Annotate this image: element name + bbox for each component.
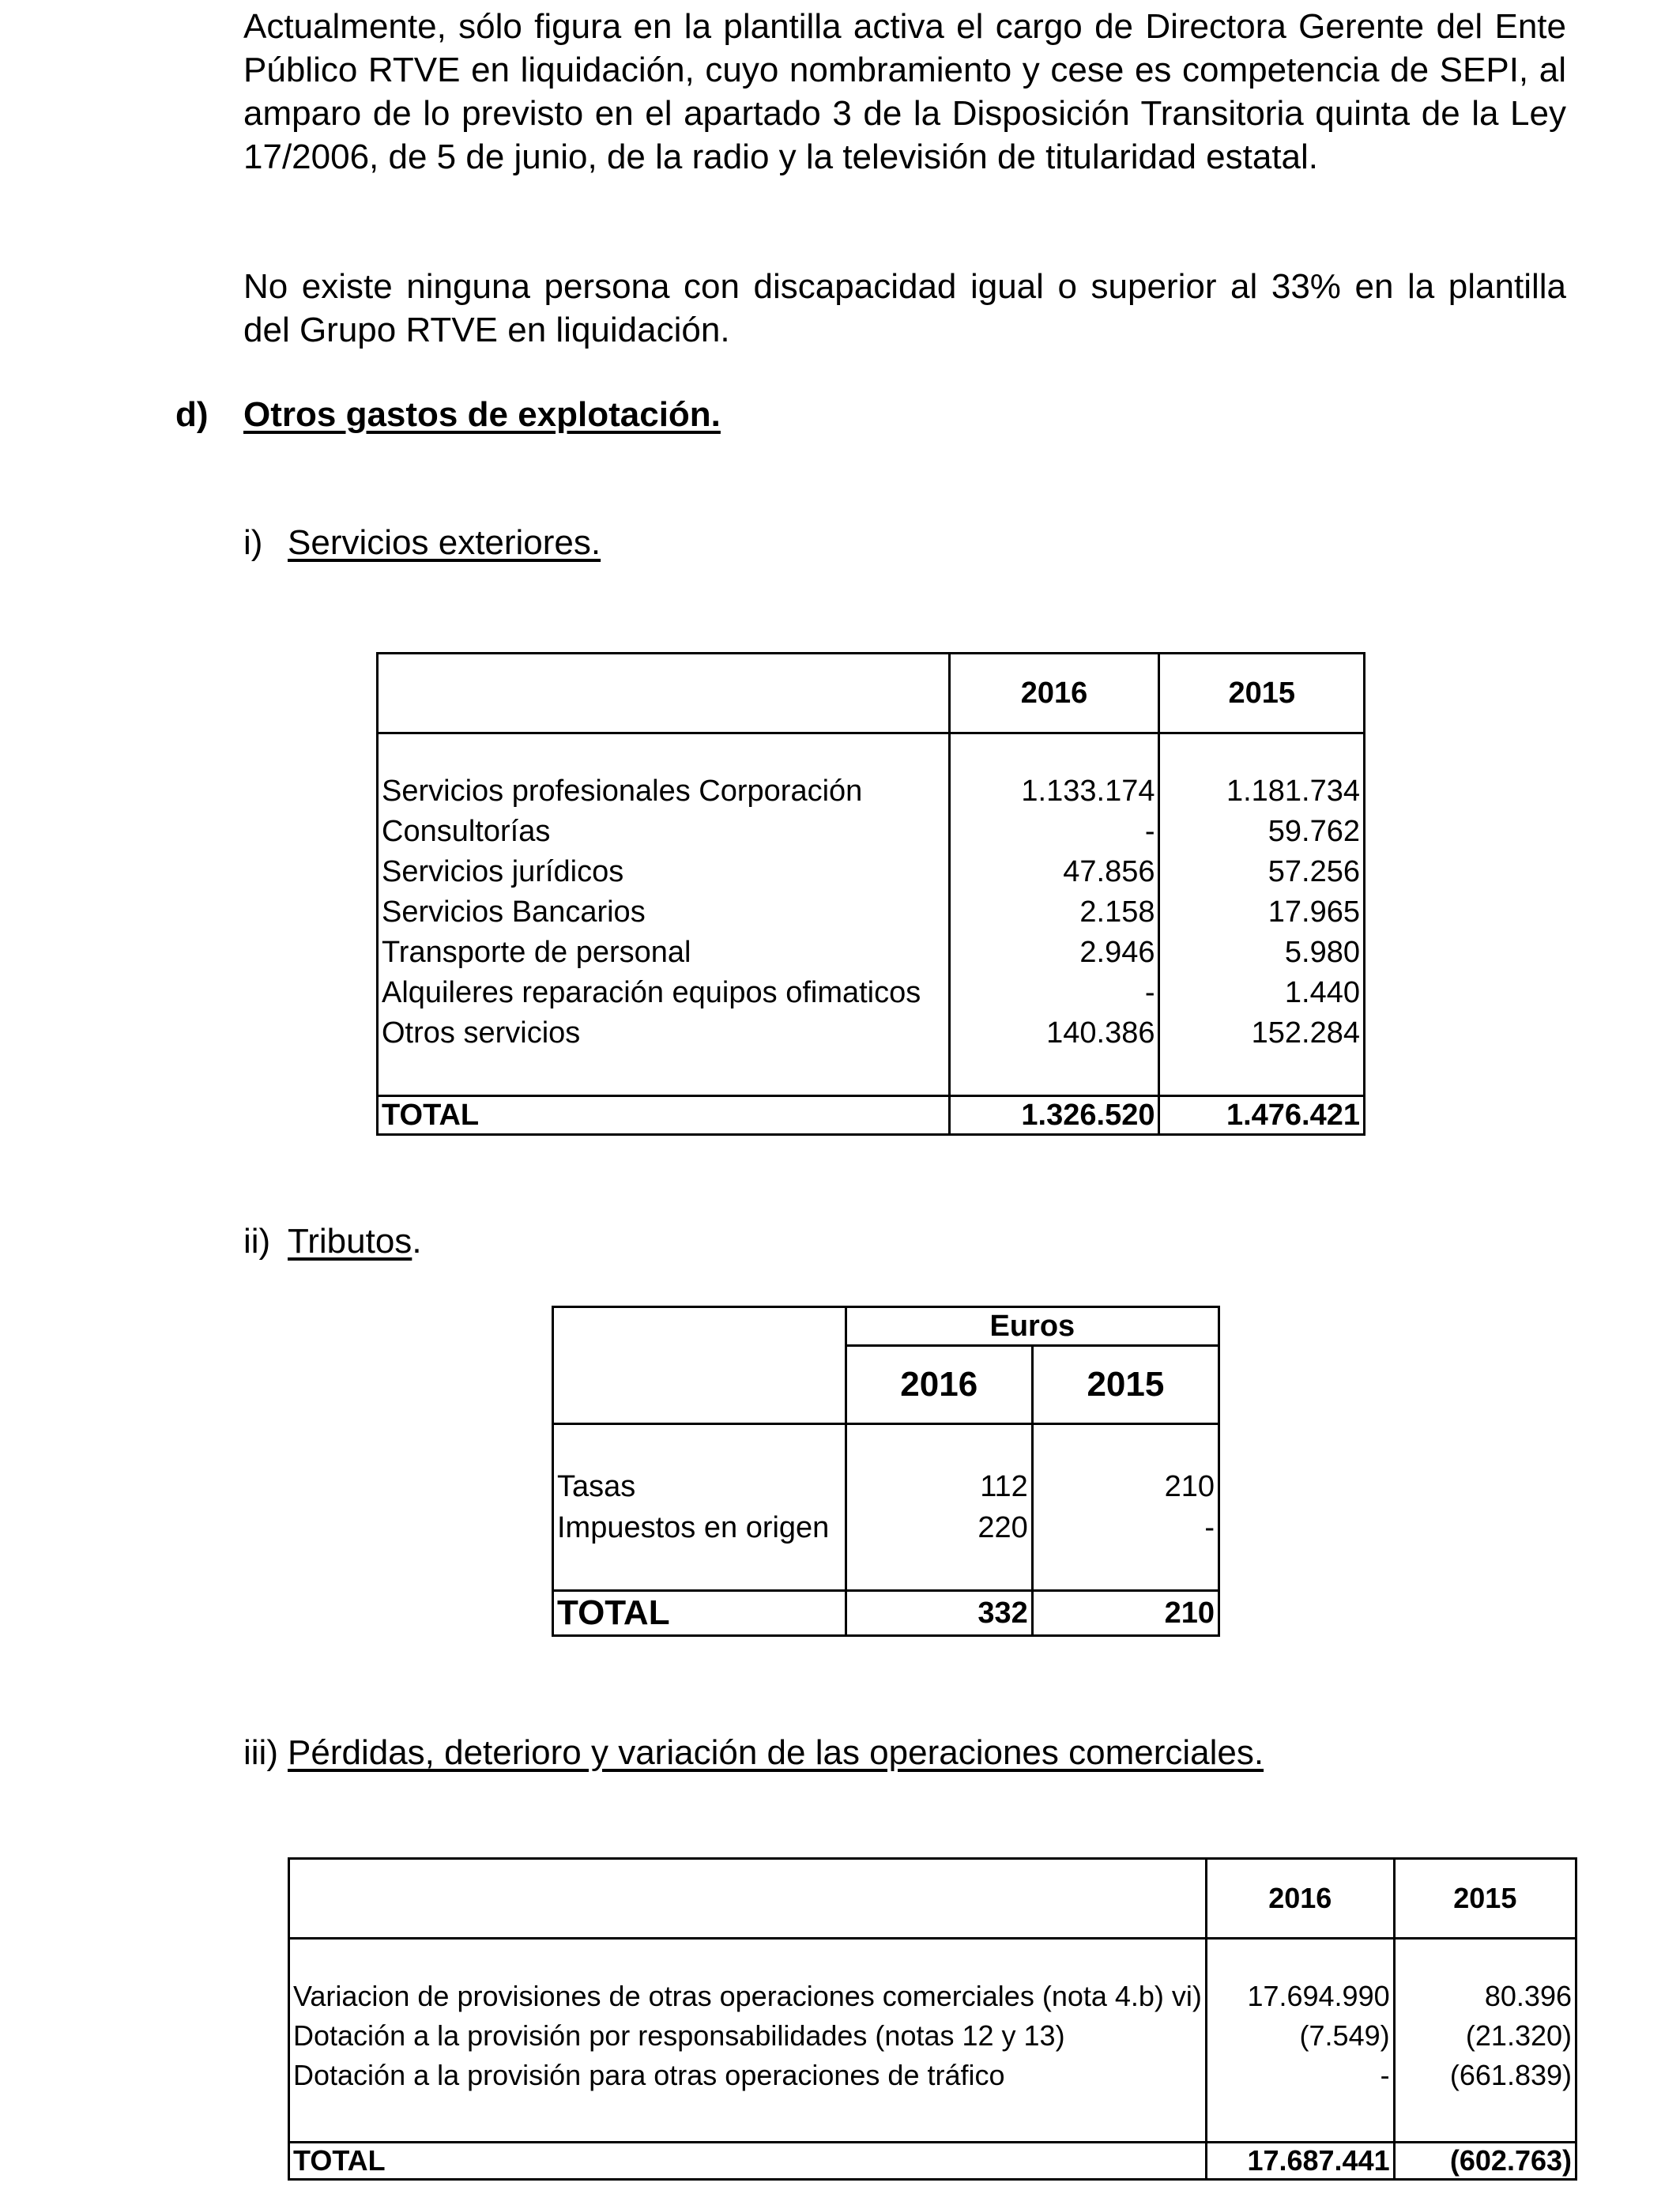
row-label: Variacion de provisiones de otras operaciones comerciales (nota 4.b) vi) — [289, 1977, 1207, 2016]
total-row — [289, 2143, 1576, 2180]
value-2016: 17.694.990 — [1206, 1977, 1394, 2016]
sub-ii-suffix: . — [412, 1222, 422, 1261]
value-2015: 59.762 — [1159, 812, 1365, 852]
table-row — [378, 933, 1365, 973]
header-blank-cell — [289, 1859, 1207, 1939]
table-header-row — [378, 654, 1365, 733]
row-label: Otros servicios — [378, 1013, 950, 1054]
section-d-marker: d) — [175, 395, 209, 434]
value-2016: 1.133.174 — [949, 771, 1159, 812]
paragraph-discapacidad: No existe ninguna persona con discapacidad igual o superior al 33% en la plantilla del Grupo RTVE en liquidación. — [243, 267, 1566, 349]
value-2016: (7.549) — [1206, 2016, 1394, 2056]
row-label: Servicios profesionales Corporación — [378, 771, 950, 812]
paragraph-plantilla: Actualmente, sólo figura en la plantilla activa el cargo de Directora Gerente del Ente Público RTVE en liquidación, cuyo nombramiento y cese es competencia de SEPI, al amparo de lo previsto en el apartado 3 de la Disposición Transitoria quinta de la Ley 17/2006, de 5 de junio, de la radio y la televisión de titularidad estatal. — [243, 7, 1566, 176]
total-row — [553, 1591, 1219, 1636]
value-2016: 2.158 — [949, 892, 1159, 933]
value-2016: 220 — [846, 1507, 1032, 1548]
total-2016: 17.687.441 — [1206, 2143, 1394, 2180]
total-2016: 332 — [846, 1591, 1032, 1636]
value-2015: 1.440 — [1159, 973, 1365, 1013]
table-row — [289, 2016, 1576, 2056]
row-label: Dotación a la provisión por responsabilidades (notas 12 y 13) — [289, 2016, 1207, 2056]
table-row — [553, 1466, 1219, 1507]
tributos-table — [552, 1306, 1220, 1637]
header-blank-cell — [378, 654, 950, 733]
total-2015: (602.763) — [1394, 2143, 1576, 2180]
table-row — [378, 973, 1365, 1013]
total-label: TOTAL — [553, 1591, 846, 1636]
value-2015: 57.256 — [1159, 852, 1365, 892]
year-header: 2015 — [1394, 1859, 1576, 1939]
year-header: 2015 — [1159, 654, 1365, 733]
value-2016: - — [949, 812, 1159, 852]
servicios-exteriores-table — [376, 652, 1365, 1136]
total-row — [378, 1096, 1365, 1135]
sub-iii-marker: iii) — [243, 1733, 278, 1772]
value-2015: (661.839) — [1394, 2056, 1576, 2095]
table-row — [289, 1977, 1576, 2016]
value-2015: 80.396 — [1394, 1977, 1576, 2016]
value-2016: 140.386 — [949, 1013, 1159, 1054]
row-label: Tasas — [553, 1466, 846, 1507]
sub-ii-title: Tributos — [288, 1222, 412, 1261]
table-row — [378, 1013, 1365, 1054]
row-label: Consultorías — [378, 812, 950, 852]
value-2015: 152.284 — [1159, 1013, 1365, 1054]
total-label: TOTAL — [289, 2143, 1207, 2180]
row-label: Impuestos en origen — [553, 1507, 846, 1548]
currency-header: Euros — [846, 1307, 1219, 1346]
sub-ii-heading — [288, 1222, 422, 1261]
currency-header-row — [553, 1307, 1219, 1346]
value-2015: 210 — [1032, 1466, 1219, 1507]
value-2016: 112 — [846, 1466, 1032, 1507]
row-label: Dotación a la provisión para otras operaciones de tráfico — [289, 2056, 1207, 2095]
total-2015: 210 — [1032, 1591, 1219, 1636]
value-2016: - — [949, 973, 1159, 1013]
total-2016: 1.326.520 — [949, 1096, 1159, 1135]
sub-i-title: Servicios exteriores. — [288, 523, 601, 562]
table-row — [378, 892, 1365, 933]
table-row — [553, 1507, 1219, 1548]
section-d-title: Otros gastos de explotación. — [243, 395, 721, 434]
value-2015: (21.320) — [1394, 2016, 1576, 2056]
table-row — [378, 852, 1365, 892]
value-2015: 17.965 — [1159, 892, 1365, 933]
table-row — [378, 812, 1365, 852]
header-blank-cell — [553, 1307, 846, 1424]
value-2015: 5.980 — [1159, 933, 1365, 973]
sub-i-marker: i) — [243, 523, 263, 562]
perdidas-deterioro-table — [288, 1857, 1577, 2181]
value-2016: 2.946 — [949, 933, 1159, 973]
total-label: TOTAL — [378, 1096, 950, 1135]
value-2015: - — [1032, 1507, 1219, 1548]
value-2016: - — [1206, 2056, 1394, 2095]
total-2015: 1.476.421 — [1159, 1096, 1365, 1135]
sub-ii-marker: ii) — [243, 1222, 271, 1261]
table-header-row — [289, 1859, 1576, 1939]
row-label: Transporte de personal — [378, 933, 950, 973]
year-header: 2015 — [1032, 1346, 1219, 1424]
table-row — [378, 771, 1365, 812]
table-row — [289, 2056, 1576, 2095]
row-label: Alquileres reparación equipos ofimaticos — [378, 973, 950, 1013]
value-2016: 47.856 — [949, 852, 1159, 892]
sub-iii-title: Pérdidas, deterioro y variación de las operaciones comerciales. — [288, 1733, 1264, 1772]
row-label: Servicios jurídicos — [378, 852, 950, 892]
row-label: Servicios Bancarios — [378, 892, 950, 933]
year-header: 2016 — [846, 1346, 1032, 1424]
year-header: 2016 — [1206, 1859, 1394, 1939]
value-2015: 1.181.734 — [1159, 771, 1365, 812]
year-header: 2016 — [949, 654, 1159, 733]
